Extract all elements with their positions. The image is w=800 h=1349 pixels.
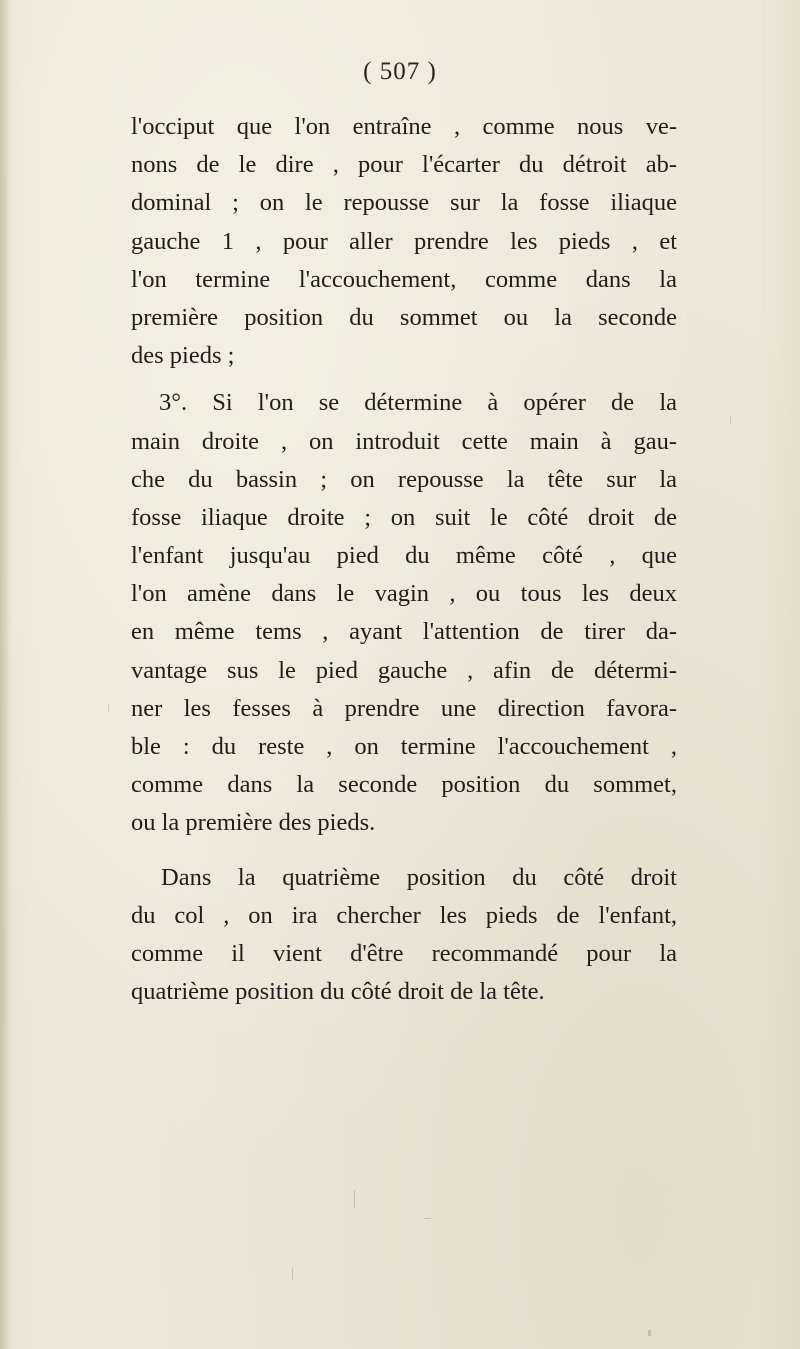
text-line: nons de le dire , pour l'écarter du détroit ab- xyxy=(131,151,677,179)
page-number: ( 507 ) xyxy=(363,58,437,85)
text-line: 3°. Si l'on se détermine à opérer de la xyxy=(159,389,677,417)
text-line: en même tems , ayant l'attention de tirer da- xyxy=(131,618,677,646)
paragraph-spacer xyxy=(131,375,677,384)
text-line: des pieds ; xyxy=(131,342,235,370)
paragraph-spacer xyxy=(131,843,677,859)
text-line: quatrième position du côté droit de la tête. xyxy=(131,978,545,1006)
paragraph-3 xyxy=(131,859,677,1012)
paper-speck xyxy=(108,704,109,712)
text-line: dominal ; on le repousse sur la fosse iliaque xyxy=(131,189,677,217)
text-line: ner les fesses à prendre une direction favora- xyxy=(131,694,677,722)
paper-speck xyxy=(730,416,731,423)
paragraph-2 xyxy=(131,384,677,842)
text-line: l'on amène dans le vagin , ou tous les deux xyxy=(131,580,677,608)
text-line: première position du sommet ou la seconde xyxy=(131,303,677,331)
text-line: ou la première des pieds. xyxy=(131,809,376,837)
body-text xyxy=(131,108,677,1011)
text-line: vantage sus le pied gauche , afin de détermi- xyxy=(131,656,677,684)
text-line: ble : du reste , on termine l'accouchement , xyxy=(131,733,677,760)
paper-speck xyxy=(292,1268,293,1280)
text-line: l'on termine l'accouchement, comme dans la xyxy=(131,265,677,293)
text-line: che du bassin ; on repousse la tête sur la xyxy=(131,465,677,493)
text-line: comme il vient d'être recommandé pour la xyxy=(131,939,677,967)
text-line: l'occiput que l'on entraîne , comme nous ve- xyxy=(131,113,677,140)
text-line: gauche 1 , pour aller prendre les pieds , et xyxy=(131,227,677,255)
text-line: Dans la quatrième position du côté droit xyxy=(161,863,677,891)
text-line: l'enfant jusqu'au pied du même côté , que xyxy=(131,542,677,570)
page-binding-shadow xyxy=(0,0,10,1349)
paper-speck xyxy=(354,1190,355,1208)
text-line: du col , on ira chercher les pieds de l'enfant, xyxy=(131,901,677,929)
text-line: fosse iliaque droite ; on suit le côté droit de xyxy=(131,503,677,531)
text-line: comme dans la seconde position du sommet, xyxy=(131,771,677,799)
paper-speck xyxy=(424,1218,431,1219)
text-line: main droite , on introduit cette main à gau- xyxy=(131,427,677,455)
paper-speck xyxy=(648,1330,651,1336)
paragraph-1 xyxy=(131,108,677,375)
